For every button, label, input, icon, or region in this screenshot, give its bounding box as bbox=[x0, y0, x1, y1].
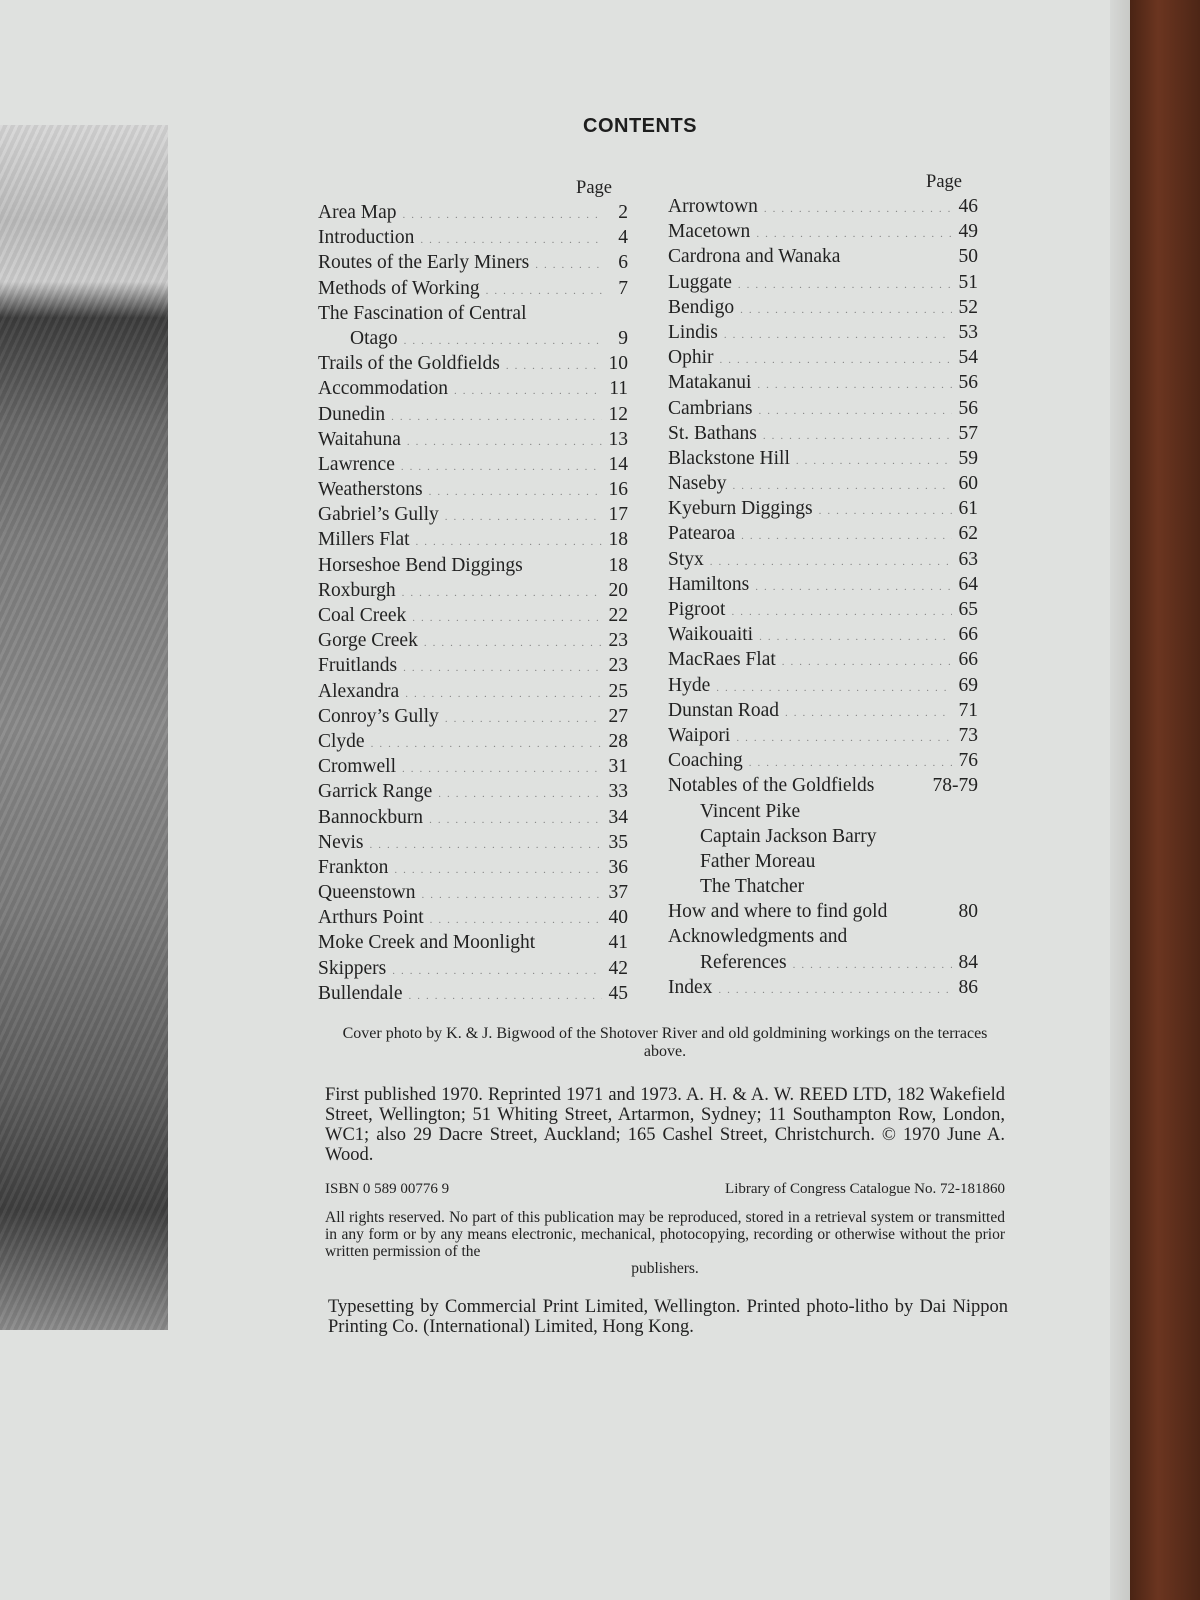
leader-dots bbox=[397, 203, 602, 228]
contents-entry bbox=[318, 754, 628, 779]
contents-entry bbox=[318, 402, 628, 427]
leader-dots bbox=[718, 323, 952, 348]
entry-page-number: 71 bbox=[958, 699, 978, 721]
contents-entry bbox=[318, 930, 628, 955]
entry-page-number: 20 bbox=[608, 579, 628, 601]
contents-entry bbox=[668, 647, 978, 672]
leader-dots bbox=[406, 606, 602, 631]
entry-title: References bbox=[700, 951, 787, 973]
entry-title: Kyeburn Diggings bbox=[668, 498, 813, 520]
contents-entry bbox=[668, 773, 978, 798]
contents-entry bbox=[318, 704, 628, 729]
entry-page-number: 28 bbox=[608, 730, 628, 752]
contents-entry bbox=[318, 553, 628, 578]
leader-dots bbox=[732, 273, 952, 298]
contents-entry bbox=[668, 320, 978, 345]
contents-entry bbox=[668, 597, 978, 622]
contents-entry bbox=[318, 351, 628, 376]
contents-entry bbox=[668, 270, 978, 295]
leader-dots bbox=[779, 701, 952, 726]
contents-entry bbox=[318, 326, 628, 351]
entry-page-number: 73 bbox=[958, 724, 978, 746]
entry-page-number: 66 bbox=[958, 624, 978, 646]
entry-title: St. Bathans bbox=[668, 422, 757, 444]
contents-entry bbox=[318, 981, 628, 1006]
contents-entry bbox=[668, 244, 978, 269]
entry-title: Waipori bbox=[668, 724, 731, 746]
leader-dots bbox=[500, 354, 602, 379]
leader-dots bbox=[418, 631, 602, 656]
entry-page-number: 60 bbox=[958, 473, 978, 495]
contents-entry bbox=[668, 874, 978, 899]
entry-title: Roxburgh bbox=[318, 579, 396, 601]
entry-title: Otago bbox=[350, 327, 398, 349]
entry-page-number: 9 bbox=[618, 327, 628, 349]
leader-dots bbox=[752, 399, 952, 424]
entry-page-number: 37 bbox=[608, 882, 628, 904]
entry-page-number: 31 bbox=[608, 756, 628, 778]
entry-page-number: 13 bbox=[608, 428, 628, 450]
entry-page-number: 22 bbox=[608, 605, 628, 626]
entry-page-number: 54 bbox=[958, 347, 978, 369]
leader-dots bbox=[423, 480, 602, 505]
entry-title: Gorge Creek bbox=[318, 630, 418, 652]
contents-entry bbox=[668, 295, 978, 320]
entry-title: Hamiltons bbox=[668, 573, 750, 595]
entry-title: Moke Creek and Moonlight bbox=[318, 932, 536, 954]
contents-entry bbox=[668, 849, 978, 874]
rights-text-last: publishers. bbox=[631, 1260, 699, 1277]
entry-title: Waitahuna bbox=[318, 428, 401, 450]
contents-entry bbox=[318, 628, 628, 653]
contents-entry bbox=[318, 276, 628, 301]
entry-page-number: 33 bbox=[608, 781, 628, 803]
entry-title: Arthurs Point bbox=[318, 907, 424, 929]
entry-page-number: 27 bbox=[608, 705, 628, 727]
entry-title: How and where to find gold bbox=[668, 901, 888, 923]
leader-dots bbox=[401, 430, 602, 455]
entry-title: Matakanui bbox=[668, 372, 752, 394]
entry-page-number: 84 bbox=[958, 951, 978, 973]
entry-title: Naseby bbox=[668, 473, 727, 495]
entry-page-number: 23 bbox=[608, 630, 628, 652]
entry-title: Styx bbox=[668, 548, 704, 570]
leader-dots bbox=[439, 505, 602, 530]
leader-dots bbox=[529, 253, 602, 278]
contents-entry bbox=[668, 370, 978, 395]
rights-text: All rights reserved. No part of this publication may be reproduced, stored in a retrieval system or transmitted in any form or by any means electronic, mechanical, photocopying, recording or otherwise without the prior written permission of the bbox=[325, 1209, 1005, 1260]
leader-dots bbox=[758, 197, 952, 222]
leader-dots bbox=[735, 524, 952, 549]
entry-title: Gabriel’s Gully bbox=[318, 504, 439, 526]
entry-title: Lindis bbox=[668, 321, 718, 343]
entry-page-number: 52 bbox=[958, 296, 978, 318]
entry-title: Horseshoe Bend Diggings bbox=[318, 554, 523, 576]
left-entries bbox=[318, 200, 628, 1006]
contents-entry bbox=[668, 521, 978, 546]
contents-entry bbox=[318, 477, 628, 502]
leader-dots bbox=[364, 833, 603, 858]
leader-dots bbox=[749, 575, 952, 600]
leader-dots bbox=[365, 732, 602, 757]
entry-page-number: 16 bbox=[608, 479, 628, 501]
entry-title: Millers Flat bbox=[318, 529, 410, 551]
entry-title: Frankton bbox=[318, 856, 389, 878]
entry-page-number: 80 bbox=[958, 901, 978, 923]
entry-page-number: 17 bbox=[608, 504, 628, 526]
entry-title: Queenstown bbox=[318, 882, 416, 904]
leader-dots bbox=[397, 656, 602, 681]
leader-dots bbox=[396, 581, 602, 606]
entry-title: Cambrians bbox=[668, 397, 753, 419]
contents-left-column bbox=[318, 176, 628, 1006]
entry-title: Bullendale bbox=[318, 982, 403, 1004]
leader-dots bbox=[402, 984, 602, 1009]
page-edge bbox=[1110, 0, 1130, 1600]
entry-title: Bannockburn bbox=[318, 806, 424, 828]
entry-page-number: 69 bbox=[958, 674, 978, 696]
entry-title: Conroy’s Gully bbox=[318, 705, 439, 727]
contents-entry bbox=[668, 421, 978, 446]
entry-title: Dunedin bbox=[318, 403, 386, 425]
contents-entry bbox=[318, 880, 628, 905]
entry-title: Nevis bbox=[318, 831, 364, 853]
entry-page-number: 41 bbox=[608, 932, 628, 954]
contents-entry bbox=[318, 603, 628, 628]
entry-page-number: 4 bbox=[618, 227, 628, 249]
entry-title: Dunstan Road bbox=[668, 699, 780, 721]
contents-entry bbox=[318, 729, 628, 754]
leader-dots bbox=[753, 625, 952, 650]
entry-page-number: 51 bbox=[958, 271, 978, 293]
entry-title: Captain Jackson Barry bbox=[700, 825, 877, 847]
contents-entry bbox=[318, 376, 628, 401]
entry-page-number: 86 bbox=[958, 976, 978, 998]
entry-page-number: 11 bbox=[609, 378, 628, 400]
contents-right-column bbox=[668, 170, 978, 1000]
leader-dots bbox=[725, 600, 952, 625]
contents-entry bbox=[318, 427, 628, 452]
library-of-congress-number: Library of Congress Catalogue No. 72-181860 bbox=[725, 1181, 1005, 1197]
leader-dots bbox=[386, 959, 602, 984]
leader-dots bbox=[432, 782, 602, 807]
contents-entry bbox=[318, 301, 628, 326]
contents-entry bbox=[318, 855, 628, 880]
entry-page-number: 46 bbox=[958, 196, 978, 217]
leader-dots bbox=[734, 298, 952, 323]
rights-notice bbox=[325, 1209, 1005, 1277]
leader-dots bbox=[712, 978, 952, 1003]
entry-page-number: 10 bbox=[608, 353, 628, 375]
leader-dots bbox=[813, 499, 952, 524]
contents-entry bbox=[668, 396, 978, 421]
contents-entry bbox=[318, 905, 628, 930]
entry-page-number: 78-79 bbox=[932, 775, 978, 797]
entry-title: Weatherstons bbox=[318, 479, 423, 501]
entry-page-number: 7 bbox=[618, 277, 628, 299]
contents-title: CONTENTS bbox=[583, 115, 697, 137]
leader-dots bbox=[385, 405, 602, 430]
leader-dots bbox=[751, 373, 952, 398]
entry-page-number: 49 bbox=[958, 221, 978, 243]
contents-entry bbox=[668, 698, 978, 723]
entry-title: The Thatcher bbox=[700, 876, 805, 898]
entry-title: Alexandra bbox=[318, 680, 400, 702]
page-column-heading: Page bbox=[576, 178, 612, 198]
entry-page-number: 57 bbox=[958, 422, 978, 444]
contents-entry bbox=[318, 805, 628, 830]
leader-dots bbox=[448, 379, 602, 404]
entry-page-number: 6 bbox=[618, 252, 628, 274]
publication-info: First published 1970. Reprinted 1971 and 1973. A. H. & A. W. REED LTD, 182 Wakefield Street, Wellington; 51 Whiting Street, Artarmon, Sydney; 11 Southampton Row, London, WC1; also 29 Dacre Street, Auckland; 165 Cashel Street, Christchurch. © 1970 June A. Wood. bbox=[325, 1085, 1005, 1165]
entry-title: Acknowledgments and bbox=[668, 926, 848, 948]
contents-entry bbox=[318, 653, 628, 678]
contents-entry bbox=[668, 950, 978, 975]
page-column-heading: Page bbox=[926, 172, 962, 192]
leader-dots bbox=[415, 883, 602, 908]
entry-page-number: 66 bbox=[958, 649, 978, 671]
cover-caption: Cover photo by K. & J. Bigwood of the Shotover River and old goldmining workings on the terraces above. bbox=[342, 1025, 988, 1060]
entry-page-number: 56 bbox=[958, 397, 978, 419]
leader-dots bbox=[395, 455, 602, 480]
isbn: ISBN 0 589 00776 9 bbox=[325, 1181, 450, 1197]
entry-title: Cromwell bbox=[318, 756, 396, 778]
entry-page-number: 12 bbox=[608, 403, 628, 425]
entry-page-number: 56 bbox=[958, 372, 978, 394]
entry-page-number: 45 bbox=[608, 982, 628, 1004]
entry-page-number: 25 bbox=[608, 680, 628, 702]
entry-page-number: 62 bbox=[958, 523, 978, 545]
entry-title: Notables of the Goldfields bbox=[668, 775, 875, 797]
entry-title: Hyde bbox=[668, 674, 711, 696]
entry-page-number: 34 bbox=[608, 806, 628, 828]
entry-title: Fruitlands bbox=[318, 655, 398, 677]
entry-page-number: 35 bbox=[608, 831, 628, 853]
entry-page-number: 2 bbox=[618, 202, 628, 223]
contents-entry bbox=[318, 225, 628, 250]
contents-entry bbox=[668, 899, 978, 924]
entry-title: Clyde bbox=[318, 730, 365, 752]
leader-dots bbox=[787, 953, 952, 978]
entry-title: Area Map bbox=[318, 202, 397, 223]
contents-entry bbox=[668, 547, 978, 572]
typesetting-credit: Typesetting by Commercial Print Limited, Wellington. Printed photo-litho by Dai Nippon Printing Co. (International) Limited, Hong Kong. bbox=[328, 1297, 1008, 1337]
contents-entry bbox=[668, 572, 978, 597]
contents-entry bbox=[668, 924, 978, 949]
entry-page-number: 59 bbox=[958, 447, 978, 469]
entry-page-number: 36 bbox=[608, 856, 628, 878]
entry-title: Trails of the Goldfields bbox=[318, 353, 500, 375]
entry-title: Lawrence bbox=[318, 453, 395, 475]
entry-title: MacRaes Flat bbox=[668, 649, 776, 671]
leader-dots bbox=[423, 808, 602, 833]
entry-title: Waikouaiti bbox=[668, 624, 754, 646]
contents-entry bbox=[668, 673, 978, 698]
entry-page-number: 63 bbox=[958, 548, 978, 570]
entry-title: Blackstone Hill bbox=[668, 447, 790, 469]
isbn-row bbox=[325, 1181, 1005, 1198]
contents-entry bbox=[668, 824, 978, 849]
entry-title: The Fascination of Central bbox=[318, 302, 527, 324]
entry-title: Father Moreau bbox=[700, 850, 816, 872]
entry-page-number: 53 bbox=[958, 321, 978, 343]
contents-entry bbox=[318, 779, 628, 804]
entry-page-number: 76 bbox=[958, 750, 978, 772]
entry-page-number: 65 bbox=[958, 599, 978, 620]
entry-page-number: 14 bbox=[608, 453, 628, 475]
contents-entry bbox=[318, 578, 628, 603]
contents-entry bbox=[318, 250, 628, 275]
contents-entry bbox=[668, 345, 978, 370]
entry-title: Coaching bbox=[668, 750, 743, 772]
contents-entry bbox=[318, 200, 628, 225]
contents-entry bbox=[668, 446, 978, 471]
entry-title: Patearoa bbox=[668, 523, 736, 545]
contents-entry bbox=[668, 194, 978, 219]
leader-dots bbox=[439, 707, 602, 732]
leader-dots bbox=[790, 449, 952, 474]
contents-entry bbox=[318, 502, 628, 527]
entry-title: Index bbox=[668, 976, 713, 998]
entry-title: Coal Creek bbox=[318, 605, 407, 626]
contents-entry bbox=[668, 748, 978, 773]
entry-title: Accommodation bbox=[318, 378, 448, 400]
leader-dots bbox=[776, 650, 952, 675]
entry-title: Luggate bbox=[668, 271, 732, 293]
entry-title: Arrowtown bbox=[668, 196, 758, 217]
entry-title: Garrick Range bbox=[318, 781, 433, 803]
entry-title: Methods of Working bbox=[318, 277, 480, 299]
entry-title: Bendigo bbox=[668, 296, 735, 318]
contents-entry bbox=[668, 471, 978, 496]
entry-title: Cardrona and Wanaka bbox=[668, 246, 841, 268]
entry-page-number: 64 bbox=[958, 573, 978, 595]
entry-title: Ophir bbox=[668, 347, 714, 369]
entry-title: Introduction bbox=[318, 227, 415, 249]
contents-entry bbox=[318, 956, 628, 981]
entry-page-number: 50 bbox=[958, 246, 978, 268]
entry-title: Skippers bbox=[318, 957, 387, 979]
contents-entry bbox=[668, 799, 978, 824]
entry-page-number: 18 bbox=[608, 529, 628, 551]
book-spine bbox=[1130, 0, 1200, 1600]
leader-dots bbox=[730, 726, 952, 751]
contents-entry bbox=[668, 723, 978, 748]
contents-entry bbox=[318, 679, 628, 704]
contents-entry bbox=[318, 830, 628, 855]
entry-page-number: 18 bbox=[608, 554, 628, 576]
contents-entry bbox=[318, 527, 628, 552]
contents-entry bbox=[668, 496, 978, 521]
contents-entry bbox=[668, 975, 978, 1000]
entry-title: Pigroot bbox=[668, 599, 726, 620]
entry-page-number: 40 bbox=[608, 907, 628, 929]
leader-dots bbox=[388, 858, 602, 883]
entry-page-number: 42 bbox=[608, 957, 628, 979]
entry-page-number: 23 bbox=[608, 655, 628, 677]
contents-entry bbox=[668, 622, 978, 647]
contents-entry bbox=[668, 219, 978, 244]
right-entries bbox=[668, 194, 978, 1000]
entry-title: Vincent Pike bbox=[700, 800, 801, 822]
contents-entry bbox=[318, 452, 628, 477]
landscape-photo bbox=[0, 125, 168, 1330]
entry-title: Routes of the Early Miners bbox=[318, 252, 530, 274]
entry-page-number: 61 bbox=[958, 498, 978, 520]
entry-title: Macetown bbox=[668, 221, 751, 243]
